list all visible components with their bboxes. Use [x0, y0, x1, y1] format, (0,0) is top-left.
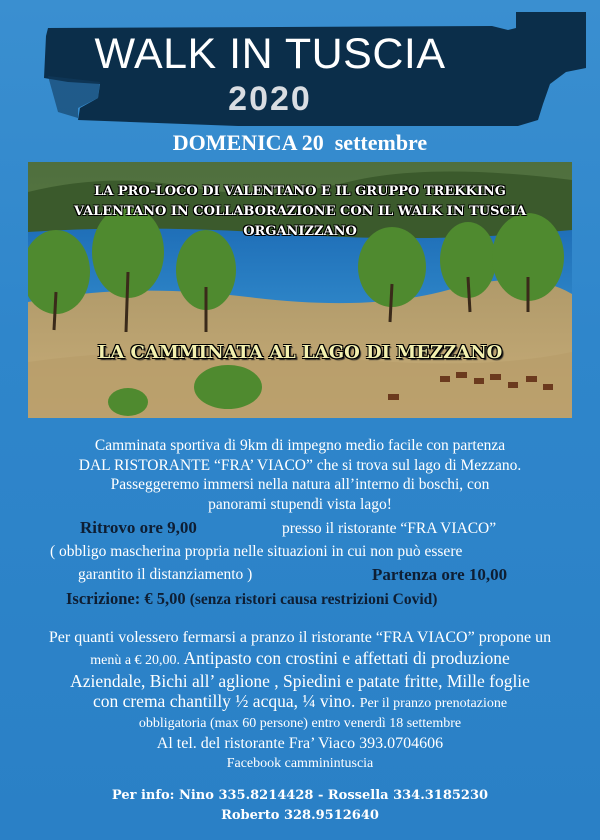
organizers-line: ORGANIZZANO [243, 224, 357, 239]
lunch-info [14, 628, 586, 774]
contact-info-extra: Roberto 328.9512640 [221, 808, 379, 823]
lunch-booking: Per il pranzo prenotazione [359, 696, 508, 711]
lunch-menu: Antipasto con crostini e affettati di produzione [183, 648, 510, 668]
description-line: Passeggeremo immersi nella natura all’interno di boschi, con [110, 476, 490, 493]
registration-fee: Iscrizione: € 5,00 [66, 589, 186, 608]
event-description [20, 436, 580, 514]
description-line: panorami stupendi vista lago! [208, 495, 392, 513]
event-name: LA CAMMINATA AL LAGO DI MEZZANO [97, 342, 503, 363]
departure-time: Partenza ore 10,00 [372, 565, 508, 584]
organizers-line: LA PRO-LOCO DI VALENTANO E IL GRUPPO TREKKING [94, 184, 506, 199]
organizers-line: VALENTANO IN COLLABORAZIONE CON IL WALK IN TUSCIA [73, 204, 527, 219]
meeting-time: Ritrovo ore 9,00 [80, 518, 197, 537]
registration-info [66, 589, 437, 609]
contact-info: Per info: Nino 335.8214428 - Rossella 334.3185230 [111, 788, 489, 803]
date-month: settembre [334, 130, 428, 155]
meeting-place: presso il ristorante “FRA VIACO” [282, 520, 497, 537]
registration-note: (senza ristori causa restrizioni Covid) [189, 591, 438, 608]
event-date [0, 130, 600, 156]
restaurant-phone: Al tel. del ristorante Fra’ Viaco 393.0704606 [156, 735, 444, 752]
event-year: 2020 [228, 80, 312, 118]
lunch-line: Per quanti volessero fermarsi a pranzo il ristorante “FRA VIACO” propone un [48, 629, 552, 646]
lunch-dessert: con crema chantilly ½ acqua, ¼ vino. [92, 691, 356, 711]
description-line: Camminata sportiva di 9km di impegno medio facile con partenza [94, 437, 506, 454]
lunch-line [14, 691, 586, 714]
mask-note-line: ( obbligo mascherina propria nelle situazioni in cui non può essere [50, 543, 463, 560]
date-day-label: DOMENICA [172, 130, 297, 155]
mask-note-line: garantito il distanziamento ) [78, 566, 253, 583]
lake-photo [28, 162, 572, 418]
facebook-page: Facebook camminintuscia [226, 756, 374, 771]
lunch-line: obbligatoria (max 60 persone) entro venerdì 18 settembre [138, 716, 462, 731]
date-day-number: 20 [301, 130, 324, 155]
organizers-text [28, 182, 572, 242]
lunch-line [14, 648, 586, 671]
event-title: WALK IN TUSCIA [94, 30, 446, 78]
lunch-line: Aziendale, Bichi all’ aglione , Spiedini e patate fritte, Mille foglie [70, 671, 530, 691]
lunch-price: menù a € 20,00. [90, 653, 181, 668]
description-line: DAL RISTORANTE “FRA’ VIACO” che si trova sul lago di Mezzano. [78, 456, 522, 474]
